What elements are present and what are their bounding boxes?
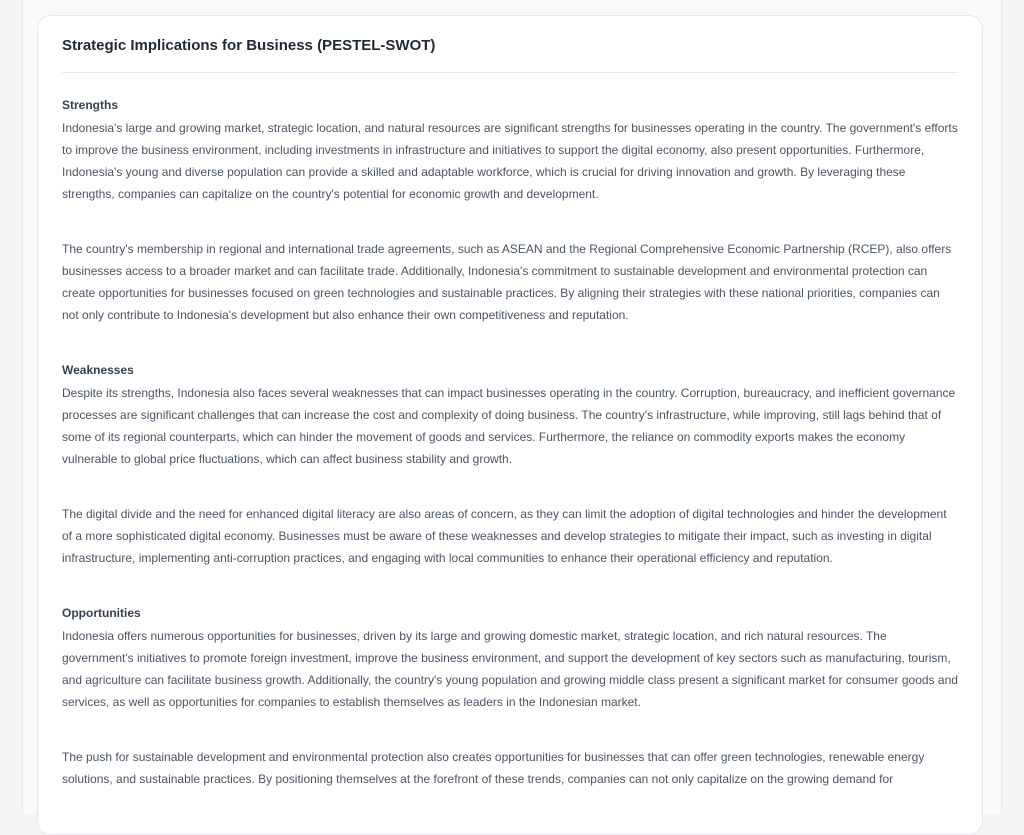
section-heading: Weaknesses [62, 363, 134, 377]
section-strengths [62, 97, 958, 326]
paragraph: The digital divide and the need for enhanced digital literacy are also areas of concern, as they can limit the adoption of digital technologies and hinder the development of a more sophisticated digital economy. Businesses must be aware of these weaknesses and develop strategies to mitigate their impact, such as investing in digital infrastructure, implementing anti-corruption practices, and engaging with local communities to enhance their operational efficiency and reputation. [62, 507, 947, 565]
content-card [37, 15, 983, 835]
section-weaknesses [62, 362, 958, 569]
paragraph: Indonesia offers numerous opportunities for businesses, driven by its large and growing domestic market, strategic location, and rich natural resources. The government's initiatives to promote foreign investment, improve the business environment, and support the development of key sectors such as manufacturing, tourism, and agriculture can facilitate business growth. Additionally, the country's young population and growing middle class present a significant market for consumer goods and services, as well as opportunities for companies to establish themselves as leaders in the Indonesian market. [62, 629, 958, 709]
paragraph: Despite its strengths, Indonesia also faces several weaknesses that can impact businesses operating in the country. Corruption, bureaucracy, and inefficient governance processes are significant challenges that can increase the cost and complexity of doing business. The country's infrastructure, while improving, still lags behind that of some of its regional counterparts, which can hinder the movement of goods and services. Furthermore, the reliance on commodity exports makes the economy vulnerable to global price fluctuations, which can affect business stability and growth. [62, 386, 956, 466]
section-opportunities [62, 605, 958, 790]
paragraph: The country's membership in regional and international trade agreements, such as ASEAN and the Regional Comprehensive Economic Partnership (RCEP), also offers businesses access to a broader market and can facilitate trade. Additionally, Indonesia's commitment to sustainable development and environmental protection can create opportunities for businesses focused on green technologies and sustainable practices. By aligning their strategies with these national priorities, companies can not only contribute to Indonesia's development but also enhance their own competitiveness and reputation. [62, 242, 952, 322]
paragraph: Indonesia's large and growing market, strategic location, and natural resources are significant strengths for businesses operating in the country. The government's efforts to improve the business environment, including investments in infrastructure and initiatives to support the digital economy, also present opportunities. Furthermore, Indonesia's young and diverse population can provide a skilled and adaptable workforce, which is crucial for driving innovation and growth. By leveraging these strengths, companies can capitalize on the country's potential for economic growth and development. [62, 121, 958, 201]
paragraph: The push for sustainable development and environmental protection also creates opportunities for businesses that can offer green technologies, renewable energy solutions, and sustainable practices. By positioning themselves at the forefront of these trends, companies can not only capitalize on the growing demand for [62, 750, 925, 786]
section-heading: Opportunities [62, 606, 141, 620]
card-title: Strategic Implications for Business (PESTEL-SWOT) [62, 16, 958, 73]
section-heading: Strengths [62, 98, 119, 112]
